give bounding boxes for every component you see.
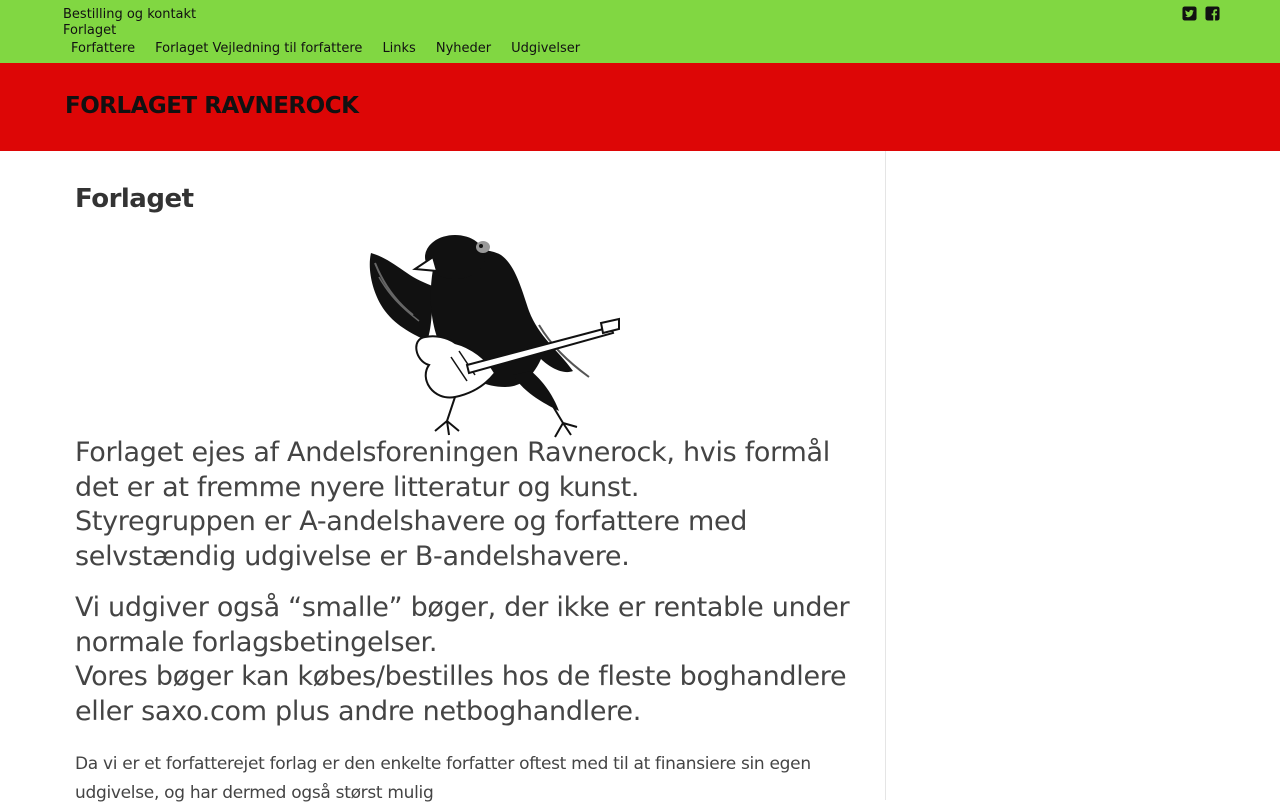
intro-line-members: Styregruppen er A-andelshavere og forfattere med selvstændig udgivelse er B-andelshavere. [75,506,748,572]
main-menu [71,41,580,57]
facebook-icon[interactable] [1205,6,1220,21]
site-title[interactable]: FORLAGET RAVNEROCK [65,93,359,119]
body-paragraph: Da vi er et forfatterejet forlag er den enkelte forfatter oftest med til at finansiere sin egen udgivelse, og har dermed også størst mulig [75,754,811,803]
page-title: Forlaget [75,184,194,214]
nav-item-links[interactable]: Links [382,41,416,56]
top-menu [63,7,196,39]
top-bar [0,0,1280,63]
intro-line-ownership: Forlaget ejes af Andelsforeningen Ravnerock, hvis formål det er at fremme nyere litteratur og kunst. [75,437,830,503]
nav-item-vejledning[interactable]: Forlaget Vejledning til forfattere [155,41,363,56]
sidebar [885,151,1280,800]
site-header [0,63,1280,151]
twitter-icon[interactable] [1182,6,1197,21]
social-links [1182,6,1220,21]
nav-item-forfattere[interactable]: Forfattere [71,41,136,56]
books-paragraph [75,591,865,729]
nav-item-bestilling[interactable]: Bestilling og kontakt [63,7,197,22]
nav-item-forlaget[interactable]: Forlaget [63,23,117,38]
books-line-smalle: Vi udgiver også “smalle” bøger, der ikke er rentable under normale forlagsbetingelser. [75,592,850,658]
nav-item-udgivelser[interactable]: Udgivelser [511,41,581,56]
nav-item-nyheder[interactable]: Nyheder [435,41,492,56]
raven-guitar-logo [363,225,621,438]
intro-paragraph [75,436,865,574]
books-line-buy: Vores bøger kan købes/bestilles hos de fleste boghandlere eller saxo.com plus andre netboghandlere. [75,661,847,727]
